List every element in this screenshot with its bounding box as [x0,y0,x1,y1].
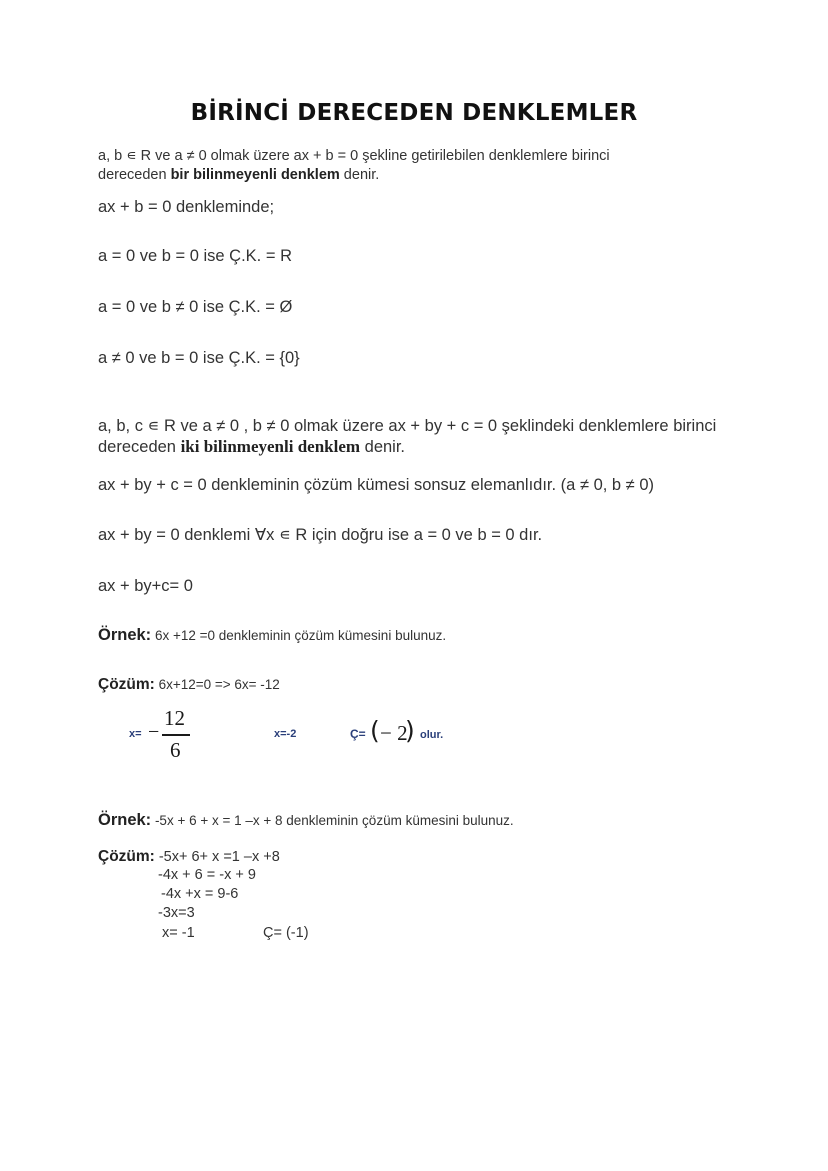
two-var-fact-2: ax + by = 0 denklemi ∀x ∊ R için doğru ise a = 0 ve b = 0 dır. [98,526,543,544]
solution-2-step-3: -4x +x = 9-6 [161,886,239,902]
intro-line-2-post: denir. [339,167,380,183]
solution-2-step-2: -4x + 6 = -x + 9 [158,867,256,883]
intro-line-1: a, b ∊ R ve a ≠ 0 olmak üzere ax + b = 0 şekline getirilebilen denklemlere birinci [98,148,610,164]
c-value: − 2 [380,721,408,745]
two-var-line-2-pre: dereceden [98,438,181,456]
solution-2-first-line [98,848,280,866]
fraction-numerator: 12 [164,706,185,730]
example-1 [98,626,446,645]
example-1-text: 6x +12 =0 denkleminin çözüm kümesini bulunuz. [151,628,447,643]
solution-1-text: 6x+12=0 => 6x= -12 [154,677,280,692]
fraction-bar [162,734,190,736]
close-paren: ) [405,716,415,745]
solution-2-label: Çözüm: [98,848,155,865]
one-var-case-2: a = 0 ve b ≠ 0 ise Ç.K. = Ø [98,298,293,316]
example-2-label: Örnek: [98,811,152,829]
open-paren: ( [370,716,380,745]
one-var-case-3: a ≠ 0 ve b = 0 ise Ç.K. = {0} [98,349,300,367]
intro-line-2-pre: dereceden [98,167,171,183]
minus-sign: − [148,721,160,743]
solution-1 [98,676,280,694]
intro-bold-term: bir bilinmeyenli denklem [170,167,340,183]
solution-2-step-4: -3x=3 [158,905,195,921]
two-var-fact-3: ax + by+c= 0 [98,577,193,595]
solution-2-step-1: -5x+ 6+ x =1 –x +8 [154,849,280,865]
example-2-text: -5x + 6 + x = 1 –x + 8 denkleminin çözüm kümesini bulunuz. [151,813,514,828]
one-var-case-1: a = 0 ve b = 0 ise Ç.K. = R [98,247,292,265]
intro-line-2 [98,166,379,185]
two-var-bold-term: iki bilinmeyenli denklem [180,437,361,456]
two-var-line-1: a, b, c ∊ R ve a ≠ 0 , b ≠ 0 olmak üzere ax + by + c = 0 şeklindeki denklemlere birinci [98,417,717,435]
fraction-denominator: 6 [170,738,181,762]
olur-text: olur. [420,729,444,741]
one-var-heading: ax + b = 0 denkleminde; [98,198,275,216]
two-var-line-2-post: denir. [360,438,406,456]
solution-2-answer: Ç= (-1) [263,925,309,941]
page-title: BİRİNCİ DERECEDEN DENKLEMLER [190,100,638,126]
two-var-line-2 [98,436,405,458]
c-label: Ç= [350,727,366,741]
x-result: x=-2 [274,728,297,740]
example-2 [98,811,514,830]
solution-1-label: Çözüm: [98,676,155,693]
solution-2-step-5: x= -1 [162,925,195,941]
two-var-fact-1: ax + by + c = 0 denkleminin çözüm kümesi sonsuz elemanlıdır. (a ≠ 0, b ≠ 0) [98,476,654,494]
example-1-label: Örnek: [98,626,152,644]
x-equals-label: x= [129,728,142,740]
